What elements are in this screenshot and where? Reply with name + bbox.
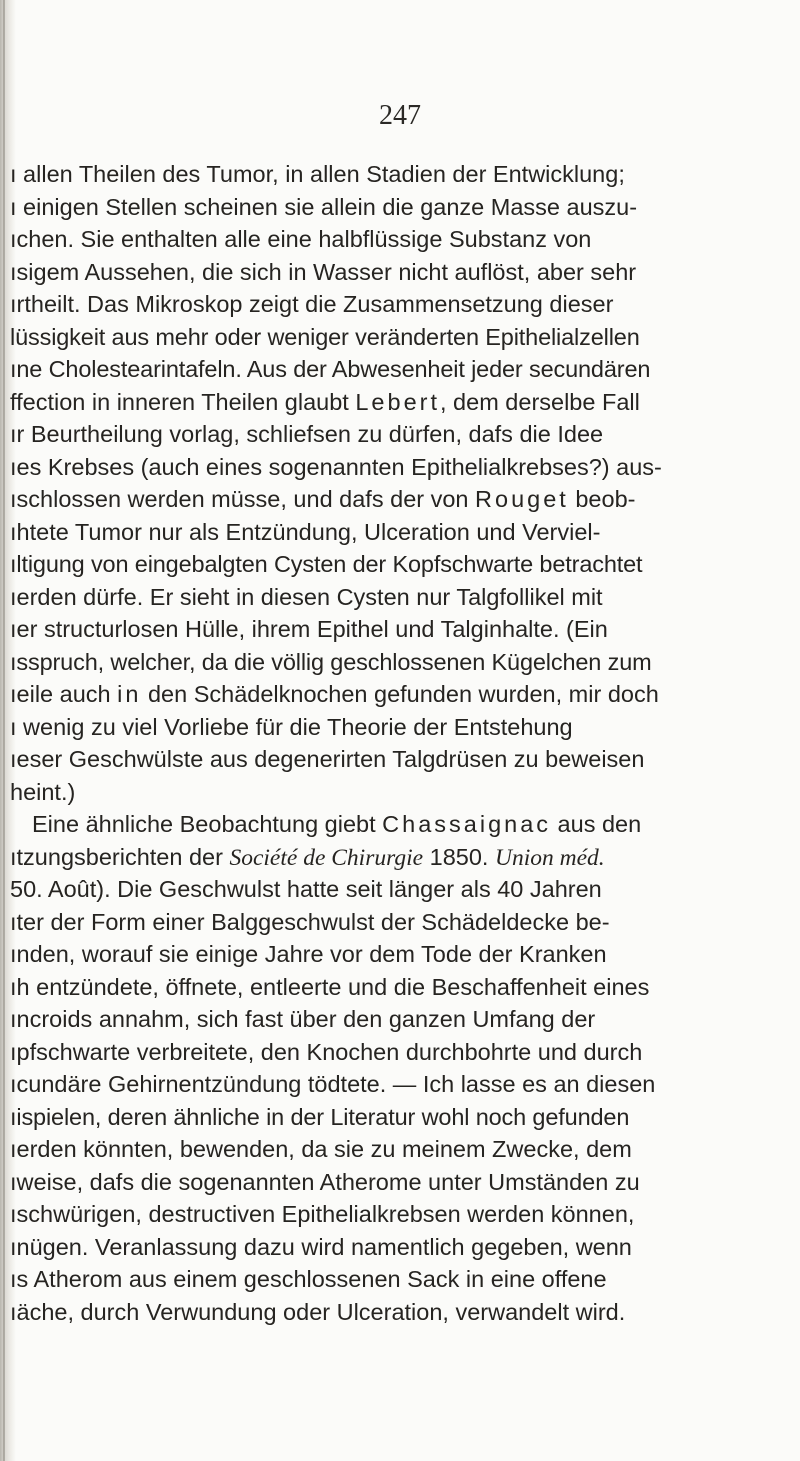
- body-text: [10, 158, 800, 1328]
- text-line: ıter der Form einer Balggeschwulst der Schädeldecke be-: [10, 908, 610, 935]
- text-line: [10, 841, 800, 874]
- text-line: ınügen. Veranlassung dazu wird namentlich gegeben, wenn: [10, 1233, 632, 1260]
- text-line: ıschwürigen, destructiven Epithelialkrebsen werden können,: [10, 1201, 635, 1227]
- text-line: ınden, worauf sie einige Jahre vor dem Tode der Kranken: [10, 941, 607, 967]
- text-line: ıäche, durch Verwundung oder Ulceration, verwandelt wird.: [10, 1298, 626, 1325]
- text-span: ffection in inneren Theilen glaubt: [10, 388, 356, 415]
- text-line: ıh entzündete, öffnete, entleerte und die Beschaffenheit eines: [10, 973, 650, 1000]
- text-line: ıispielen, deren ähnliche in der Literatur wohl noch gefunden: [10, 1103, 630, 1130]
- text-line: ısigem Aussehen, die sich in Wasser nicht auflöst, aber sehr: [10, 258, 637, 285]
- text-line: [10, 483, 800, 516]
- text-line: ıltigung von eingebalgten Cysten der Kopfschwarte betrachtet: [10, 551, 643, 577]
- text-line: ıncroids annahm, sich fast über den ganzen Umfang der: [10, 1006, 596, 1032]
- text-line: ıes Krebses (auch eines sogenannten Epithelialkrebses?) aus-: [10, 453, 662, 480]
- page-number: 247: [379, 100, 421, 131]
- text-line: ıcundäre Gehirnentzündung tödtete. — Ich lasse es an diesen: [10, 1071, 656, 1097]
- text-span: aus den: [551, 811, 642, 837]
- text-line: ıne Cholestearintafeln. Aus der Abwesenheit jeder secundären: [10, 356, 651, 382]
- text-line: [10, 386, 800, 419]
- text-line: [10, 678, 800, 711]
- gutter-shadow-line: [3, 0, 5, 1461]
- text-span: 1850.: [423, 843, 495, 870]
- text-line: ı wenig zu viel Vorliebe für die Theorie der Entstehung: [10, 713, 573, 740]
- text-span: ıtzungsberichten der: [10, 843, 230, 870]
- text-line: ı allen Theilen des Tumor, in allen Stadien der Entwicklung;: [10, 161, 625, 187]
- text-line: ıerden dürfe. Er sieht in diesen Cysten nur Talgfollikel mit: [10, 583, 603, 610]
- text-line: ıer structurlosen Hülle, ihrem Epithel und Talginhalte. (Ein: [10, 616, 608, 642]
- text-line: ıeser Geschwülste aus degenerirten Talgdrüsen zu beweisen: [10, 746, 645, 772]
- text-line: ırtheilt. Das Mikroskop zeigt die Zusammensetzung dieser: [10, 291, 614, 317]
- text-span: ıeile auch: [10, 681, 118, 707]
- emphasis-in: in: [117, 681, 142, 707]
- author-name-lebert: Lebert: [355, 388, 440, 415]
- text-span: Eine ähnliche Beobachtung giebt: [32, 811, 383, 837]
- text-span: den Schädelknochen gefunden wurden, mir doch: [141, 681, 659, 707]
- text-line: ıchen. Sie enthalten alle eine halbflüssige Substanz von: [10, 226, 592, 252]
- text-span: beob-: [568, 486, 636, 512]
- text-line: ır Beurtheilung vorlag, schliefsen zu dürfen, dafs die Idee: [10, 421, 604, 447]
- author-name-rouget: Rouget: [475, 486, 569, 512]
- journal-title-union: Union méd.: [494, 844, 605, 871]
- text-span: , dem derselbe Fall: [440, 388, 640, 415]
- text-line: ıhtete Tumor nur als Entzündung, Ulceration und Verviel-: [10, 518, 601, 545]
- text-line: lüssigkeit aus mehr oder weniger veränderten Epithelialzellen: [10, 323, 640, 350]
- text-line: 50. Août). Die Geschwulst hatte seit länger als 40 Jahren: [10, 876, 602, 902]
- text-line: ı einigen Stellen scheinen sie allein die ganze Masse auszu-: [10, 193, 638, 220]
- author-name-chassaignac: Chassaignac: [382, 811, 552, 837]
- text-line: [10, 808, 800, 841]
- text-line: ıpfschwarte verbreitete, den Knochen durchbohrte und durch: [10, 1038, 643, 1065]
- journal-title-societe: Société de Chirurgie: [229, 844, 424, 871]
- text-line: heint.): [10, 778, 76, 805]
- text-span: ıschlossen werden müsse, und dafs der von: [10, 486, 476, 512]
- text-line: ıs Atherom aus einem geschlossenen Sack in eine offene: [10, 1266, 607, 1292]
- text-line: ıweise, dafs die sogenannten Atherome unter Umständen zu: [10, 1168, 640, 1195]
- text-line: ıerden könnten, bewenden, da sie zu meinem Zwecke, dem: [10, 1136, 632, 1162]
- text-line: ısspruch, welcher, da die völlig geschlossenen Kügelchen zum: [10, 648, 652, 675]
